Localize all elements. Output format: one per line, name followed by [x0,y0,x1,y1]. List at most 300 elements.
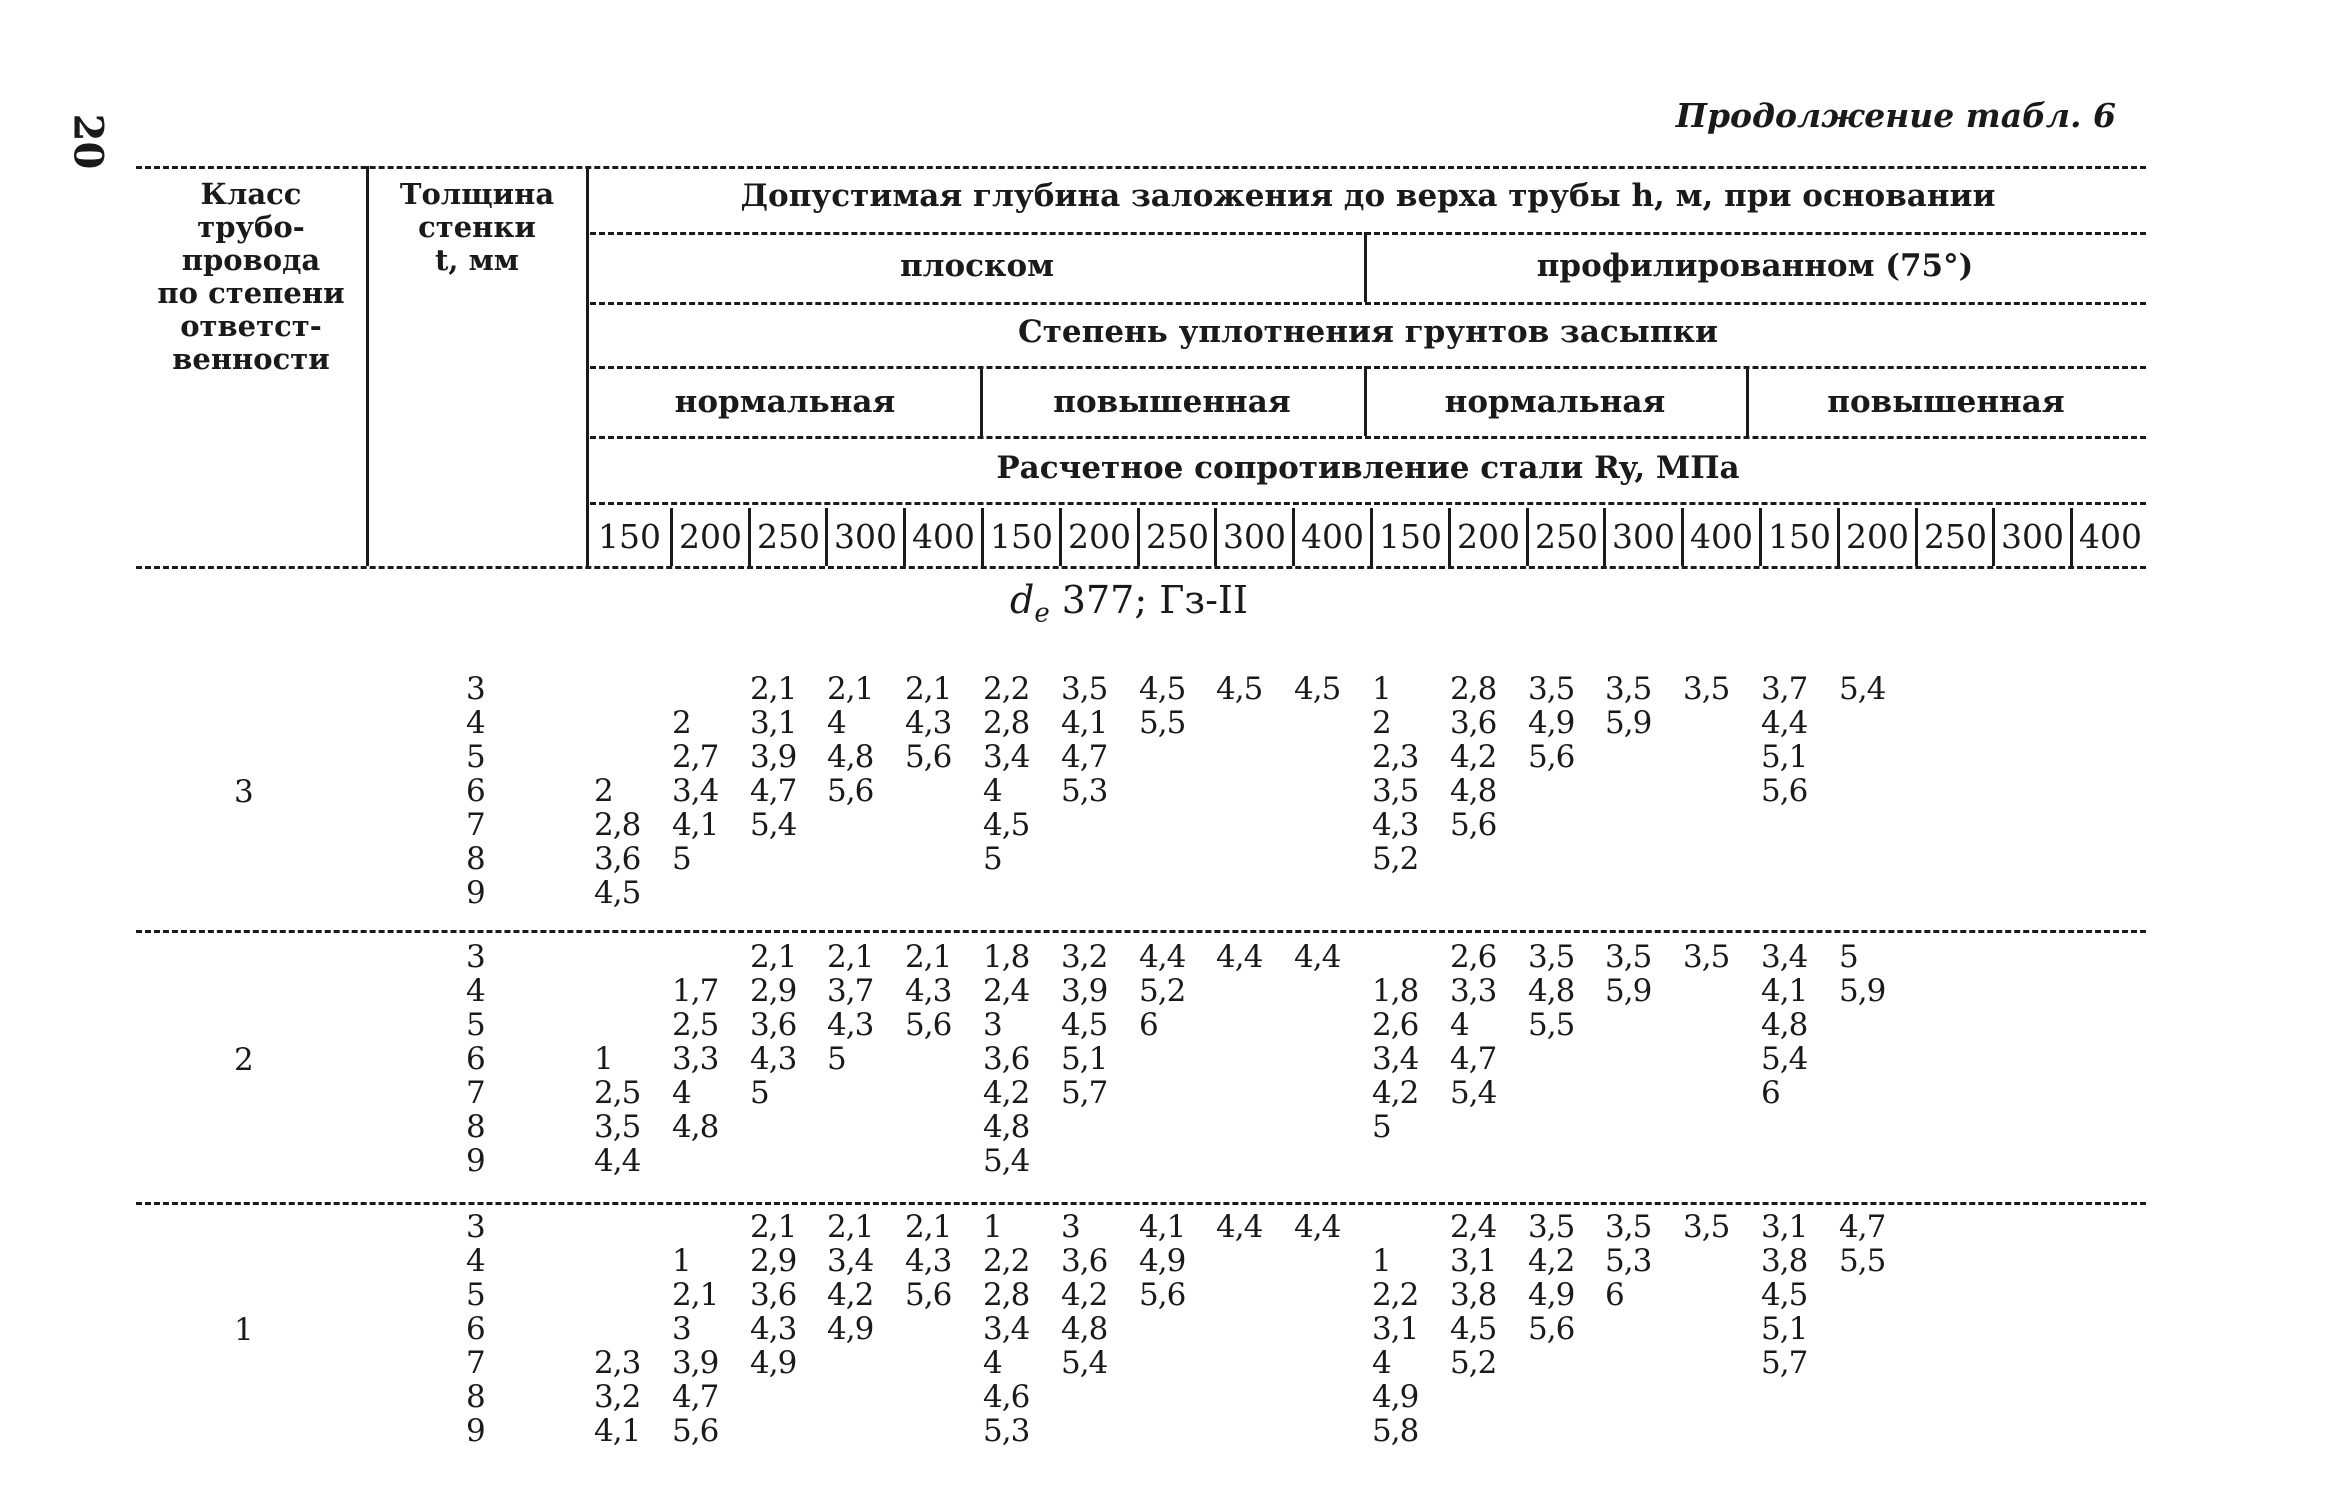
depth-value: 4,8 [1761,1007,1808,1043]
depth-value [1294,740,1364,774]
depth-value: 4,9 [750,1345,797,1381]
depth-value: 4,8 [1528,973,1575,1009]
depth-value [905,1110,975,1144]
depth-value [1839,706,1909,740]
col-divider [366,166,369,566]
depth-value: 3,6 [750,1007,797,1043]
table-top-rule [136,166,2146,169]
depth-value [1216,876,1286,910]
thickness-value: 7 [466,1075,486,1111]
depth-value: 2,3 [594,1345,641,1381]
depth-value [983,876,1053,910]
depth-value: 3 [1061,1209,1080,1245]
depth-value: 4,3 [750,1311,797,1347]
depth-value [905,1144,975,1178]
depth-column [1839,672,1909,910]
depth-value: 5,2 [1372,841,1419,877]
depth-column [1139,940,1209,1178]
group-separator [136,930,2146,933]
depth-value: 4,2 [983,1075,1030,1111]
depth-value [1216,706,1286,740]
depth-value [1917,1244,1987,1278]
depth-value [672,1144,742,1178]
depth-value [594,1244,664,1278]
depth-value [827,842,897,876]
thickness-value: 5 [466,1277,486,1313]
depth-value [1061,1414,1131,1448]
depth-value [1294,1346,1364,1380]
depth-value: 3,8 [1761,1243,1808,1279]
depth-value: 4,4 [1216,1209,1263,1245]
depth-value [1683,842,1753,876]
page-number: 20 [64,113,112,170]
depth-value: 2,6 [1372,1007,1419,1043]
depth-value: 3,6 [1061,1243,1108,1279]
depth-value: 3,5 [1372,773,1419,809]
depth-value [827,808,897,842]
depth-value [2072,672,2142,706]
depth-value: 4 [983,1345,1002,1381]
depth-value: 3,5 [1683,1209,1730,1245]
depth-value [905,1312,975,1346]
depth-value [750,876,820,910]
header-increased-profiled: повышенная [1827,384,2065,420]
depth-value [1061,876,1131,910]
depth-value: 4,9 [827,1311,874,1347]
depth-value: 2,8 [1450,671,1497,707]
depth-value [1917,1278,1987,1312]
depth-value: 5,8 [1372,1413,1419,1449]
depth-column [1139,1210,1209,1448]
depth-value [1917,774,1987,808]
depth-value: 2 [594,773,613,809]
depth-value: 4 [827,705,846,741]
depth-value [1061,842,1131,876]
depth-value: 4,3 [905,705,952,741]
depth-value [1139,1042,1209,1076]
depth-value [1994,672,2064,706]
depth-value: 2 [672,705,691,741]
depth-value [1605,1346,1675,1380]
depth-column [1994,672,2064,910]
depth-value [1917,876,1987,910]
depth-value [1216,842,1286,876]
header-normal-flat: нормальная [674,384,896,420]
depth-value [2072,1414,2142,1448]
depth-value [2072,1210,2142,1244]
thickness-value: 7 [466,1345,486,1381]
depth-value: 4 [672,1075,691,1111]
depth-value [1994,706,2064,740]
ry-value-cell: 300 [825,508,903,566]
depth-value [672,1210,742,1244]
depth-value: 3,4 [1761,939,1808,975]
depth-value [1139,1144,1209,1178]
depth-column [1450,672,1520,910]
depth-value [905,1380,975,1414]
depth-value [1683,876,1753,910]
depth-column [1372,940,1442,1178]
depth-value [1294,706,1364,740]
depth-value [1839,1110,1909,1144]
thickness-value: 5 [466,1007,486,1043]
depth-value [1917,974,1987,1008]
depth-value [827,1414,897,1448]
depth-value: 4,4 [1139,939,1186,975]
depth-value: 2,4 [983,973,1030,1009]
depth-value: 4,2 [1450,739,1497,775]
depth-value: 2,1 [827,671,874,707]
ry-value-cell: 150 [1370,508,1448,566]
depth-value [1294,974,1364,1008]
thickness-value: 9 [466,1413,486,1449]
depth-value [1139,1346,1209,1380]
depth-value [1994,940,2064,974]
depth-value: 4,8 [1450,773,1497,809]
depth-column [1761,940,1831,1178]
depth-value: 4,5 [1061,1007,1108,1043]
depth-value: 5,3 [983,1413,1030,1449]
depth-value: 3,7 [1761,671,1808,707]
depth-value [1683,1008,1753,1042]
depth-value [1372,1144,1442,1178]
depth-column [1605,940,1675,1178]
depth-value: 1,8 [1372,973,1419,1009]
depth-value [1294,1110,1364,1144]
depth-value: 5,7 [1061,1075,1108,1111]
depth-value [1061,1110,1131,1144]
depth-column [827,672,897,910]
depth-value [750,1414,820,1448]
depth-value [1605,842,1675,876]
depth-value [750,1144,820,1178]
depth-column [1294,672,1364,910]
thickness-value: 4 [466,973,486,1009]
depth-value [827,1346,897,1380]
header-rule [590,502,2146,505]
depth-value [750,842,820,876]
depth-value [1216,808,1286,842]
depth-value [1450,876,1520,910]
depth-column [983,672,1053,910]
depth-value [1139,876,1209,910]
depth-value [1994,1380,2064,1414]
depth-value [1683,1346,1753,1380]
depth-value: 3,5 [1605,1209,1652,1245]
depth-value [672,672,742,706]
depth-value [1994,1244,2064,1278]
depth-value: 4,7 [1450,1041,1497,1077]
depth-column [1450,940,1520,1178]
depth-value: 5 [750,1075,769,1111]
depth-value [1216,974,1286,1008]
thickness-value: 6 [466,1311,486,1347]
depth-value [1528,1380,1598,1414]
depth-value: 2,4 [1450,1209,1497,1245]
depth-value: 3,8 [1450,1277,1497,1313]
depth-value: 3,6 [1450,705,1497,741]
depth-value: 4,5 [594,875,641,911]
depth-value [2072,1144,2142,1178]
depth-value: 3,5 [1683,671,1730,707]
depth-value [1294,1008,1364,1042]
depth-value [2072,1244,2142,1278]
depth-value [1605,1144,1675,1178]
depth-value: 4,4 [1761,705,1808,741]
depth-value [2072,1110,2142,1144]
depth-column [2072,672,2142,910]
depth-value [1994,1210,2064,1244]
depth-value [1839,1278,1909,1312]
depth-value: 4,2 [1061,1277,1108,1313]
depth-value [1994,1278,2064,1312]
depth-value [1683,974,1753,1008]
depth-column [827,940,897,1178]
depth-value: 1 [672,1243,691,1279]
depth-column [983,940,1053,1178]
depth-value [1683,1278,1753,1312]
depth-value [1528,1414,1598,1448]
depth-value: 3,5 [594,1109,641,1145]
depth-value: 5,9 [1605,973,1652,1009]
depth-value: 4,1 [1139,1209,1186,1245]
depth-column [750,672,820,910]
thickness-value: 9 [466,875,486,911]
depth-value: 5,4 [1761,1041,1808,1077]
depth-value [1294,1076,1364,1110]
depth-value: 2,9 [750,973,797,1009]
depth-value: 4,1 [1761,973,1808,1009]
depth-value [750,1110,820,1144]
header-base-flat: плоском [899,248,1055,284]
depth-value [1917,1312,1987,1346]
depth-value [1994,974,2064,1008]
depth-value: 4,7 [1839,1209,1886,1245]
depth-value: 3,1 [1450,1243,1497,1279]
depth-value [2072,808,2142,842]
depth-value: 5,3 [1061,773,1108,809]
depth-value: 3,4 [983,1311,1030,1347]
ry-value-cell: 250 [1915,508,1993,566]
depth-column [594,672,664,910]
ry-value-cell: 250 [748,508,826,566]
depth-value: 2,1 [905,671,952,707]
depth-value [827,1110,897,1144]
depth-value: 4,3 [750,1041,797,1077]
depth-value: 3,3 [1450,973,1497,1009]
depth-value: 4,5 [1294,671,1341,707]
depth-value: 5,6 [905,739,952,775]
depth-value [1139,774,1209,808]
depth-value [1216,1346,1286,1380]
depth-value: 2 [1372,705,1391,741]
thickness-column [466,1210,506,1448]
depth-value [1761,1144,1831,1178]
depth-value [1917,706,1987,740]
depth-value [1683,1244,1753,1278]
depth-value [750,1380,820,1414]
depth-value [1216,1244,1286,1278]
depth-value: 5,5 [1139,705,1186,741]
depth-value: 1 [983,1209,1002,1245]
depth-value: 4,2 [1372,1075,1419,1111]
depth-value: 5,6 [1528,1311,1575,1347]
depth-value: 5 [827,1041,846,1077]
header-bottom-rule [136,566,2146,569]
header-rule [590,302,2146,305]
depth-value [1450,1110,1520,1144]
depth-value: 3,4 [827,1243,874,1279]
ry-value-cell: 200 [1059,508,1137,566]
depth-value: 3,9 [672,1345,719,1381]
depth-value [1994,1076,2064,1110]
ry-value-cell: 400 [1681,508,1759,566]
thickness-column [466,672,506,910]
depth-value [1216,1278,1286,1312]
depth-value: 5 [983,841,1002,877]
depth-value: 4,7 [1061,739,1108,775]
depth-value: 4,4 [1294,939,1341,975]
depth-value [1994,1312,2064,1346]
depth-value [1917,1042,1987,1076]
depth-value [1061,1144,1131,1178]
depth-value [1450,1380,1520,1414]
depth-value [1528,1042,1598,1076]
depth-value: 4,8 [1061,1311,1108,1347]
depth-value [2072,1008,2142,1042]
depth-value: 6 [1139,1007,1158,1043]
depth-value [1994,1346,2064,1380]
depth-value [1917,740,1987,774]
depth-value: 2,1 [750,939,797,975]
depth-value: 5,6 [827,773,874,809]
depth-column [1372,672,1442,910]
ry-value-cell: 200 [1837,508,1915,566]
depth-value [1994,1042,2064,1076]
ry-value-cell: 150 [981,508,1059,566]
depth-value: 4,3 [827,1007,874,1043]
depth-value [1528,1144,1598,1178]
depth-value: 4 [983,773,1002,809]
depth-value: 4,4 [1216,939,1263,975]
depth-value [1061,1380,1131,1414]
depth-value [1994,1144,2064,1178]
depth-value: 1 [594,1041,613,1077]
depth-value [2072,1346,2142,1380]
depth-value [1605,1414,1675,1448]
depth-value [1917,1346,1987,1380]
depth-value [1761,842,1831,876]
depth-column [1061,672,1131,910]
depth-column [1994,940,2064,1178]
depth-value [1994,842,2064,876]
depth-value [1994,740,2064,774]
depth-column [1917,1210,1987,1448]
depth-column [983,1210,1053,1448]
depth-value: 3,9 [750,739,797,775]
depth-value: 3,5 [1528,671,1575,707]
depth-value [1839,842,1909,876]
depth-value [905,808,975,842]
header-normal-profiled: нормальная [1444,384,1666,420]
depth-value [1216,1042,1286,1076]
depth-column [1294,940,1364,1178]
depth-value: 3,3 [672,1041,719,1077]
depth-value [1683,1076,1753,1110]
thickness-value: 8 [466,1379,486,1415]
header-depth-title: Допустимая глубина заложения до верха трубы h, м, при основании [740,178,1996,214]
depth-value [1917,1144,1987,1178]
thickness-value: 3 [466,939,486,975]
depth-value [1605,1076,1675,1110]
depth-value: 2,3 [1372,739,1419,775]
depth-value [1994,1110,2064,1144]
depth-column [750,940,820,1178]
depth-value [1372,876,1442,910]
thickness-value: 4 [466,1243,486,1279]
depth-value [2072,1312,2142,1346]
depth-value: 4,1 [594,1413,641,1449]
depth-value: 5,9 [1605,705,1652,741]
depth-value [1683,808,1753,842]
depth-value [1372,1210,1442,1244]
depth-value: 5,6 [1528,739,1575,775]
depth-column [1528,1210,1598,1448]
depth-value [1683,1380,1753,1414]
depth-value: 4 [1450,1007,1469,1043]
depth-column [1294,1210,1364,1448]
depth-value [1294,1414,1364,1448]
depth-value [1139,1312,1209,1346]
depth-value: 5,5 [1528,1007,1575,1043]
depth-column [1839,1210,1909,1448]
header-compaction: Степень уплотнения грунтов засыпки [1018,314,1718,350]
depth-value [1839,876,1909,910]
depth-value [905,1346,975,1380]
depth-value: 5,7 [1761,1345,1808,1381]
depth-column [905,1210,975,1448]
depth-value [827,1380,897,1414]
depth-value: 2,5 [594,1075,641,1111]
depth-value: 3,2 [594,1379,641,1415]
depth-value: 4,8 [983,1109,1030,1145]
depth-value: 3,1 [750,705,797,741]
depth-column [1839,940,1909,1178]
depth-value [1216,740,1286,774]
depth-value [1372,940,1442,974]
depth-value: 4,6 [983,1379,1030,1415]
depth-value [1839,1042,1909,1076]
depth-column [672,940,742,1178]
depth-value [594,672,664,706]
depth-value [1294,808,1364,842]
depth-value: 3,9 [1061,973,1108,1009]
depth-value [905,842,975,876]
depth-value: 3 [983,1007,1002,1043]
depth-value [1839,1144,1909,1178]
depth-value [1216,1414,1286,1448]
depth-value: 3,5 [1528,939,1575,975]
depth-value: 4,3 [905,1243,952,1279]
depth-column [1528,940,1598,1178]
class-label: 3 [234,774,254,810]
depth-value: 3,6 [750,1277,797,1313]
depth-value: 5,6 [1450,807,1497,843]
depth-column [1450,1210,1520,1448]
depth-value [1139,842,1209,876]
depth-value: 5,6 [905,1277,952,1313]
depth-value: 4,2 [1528,1243,1575,1279]
